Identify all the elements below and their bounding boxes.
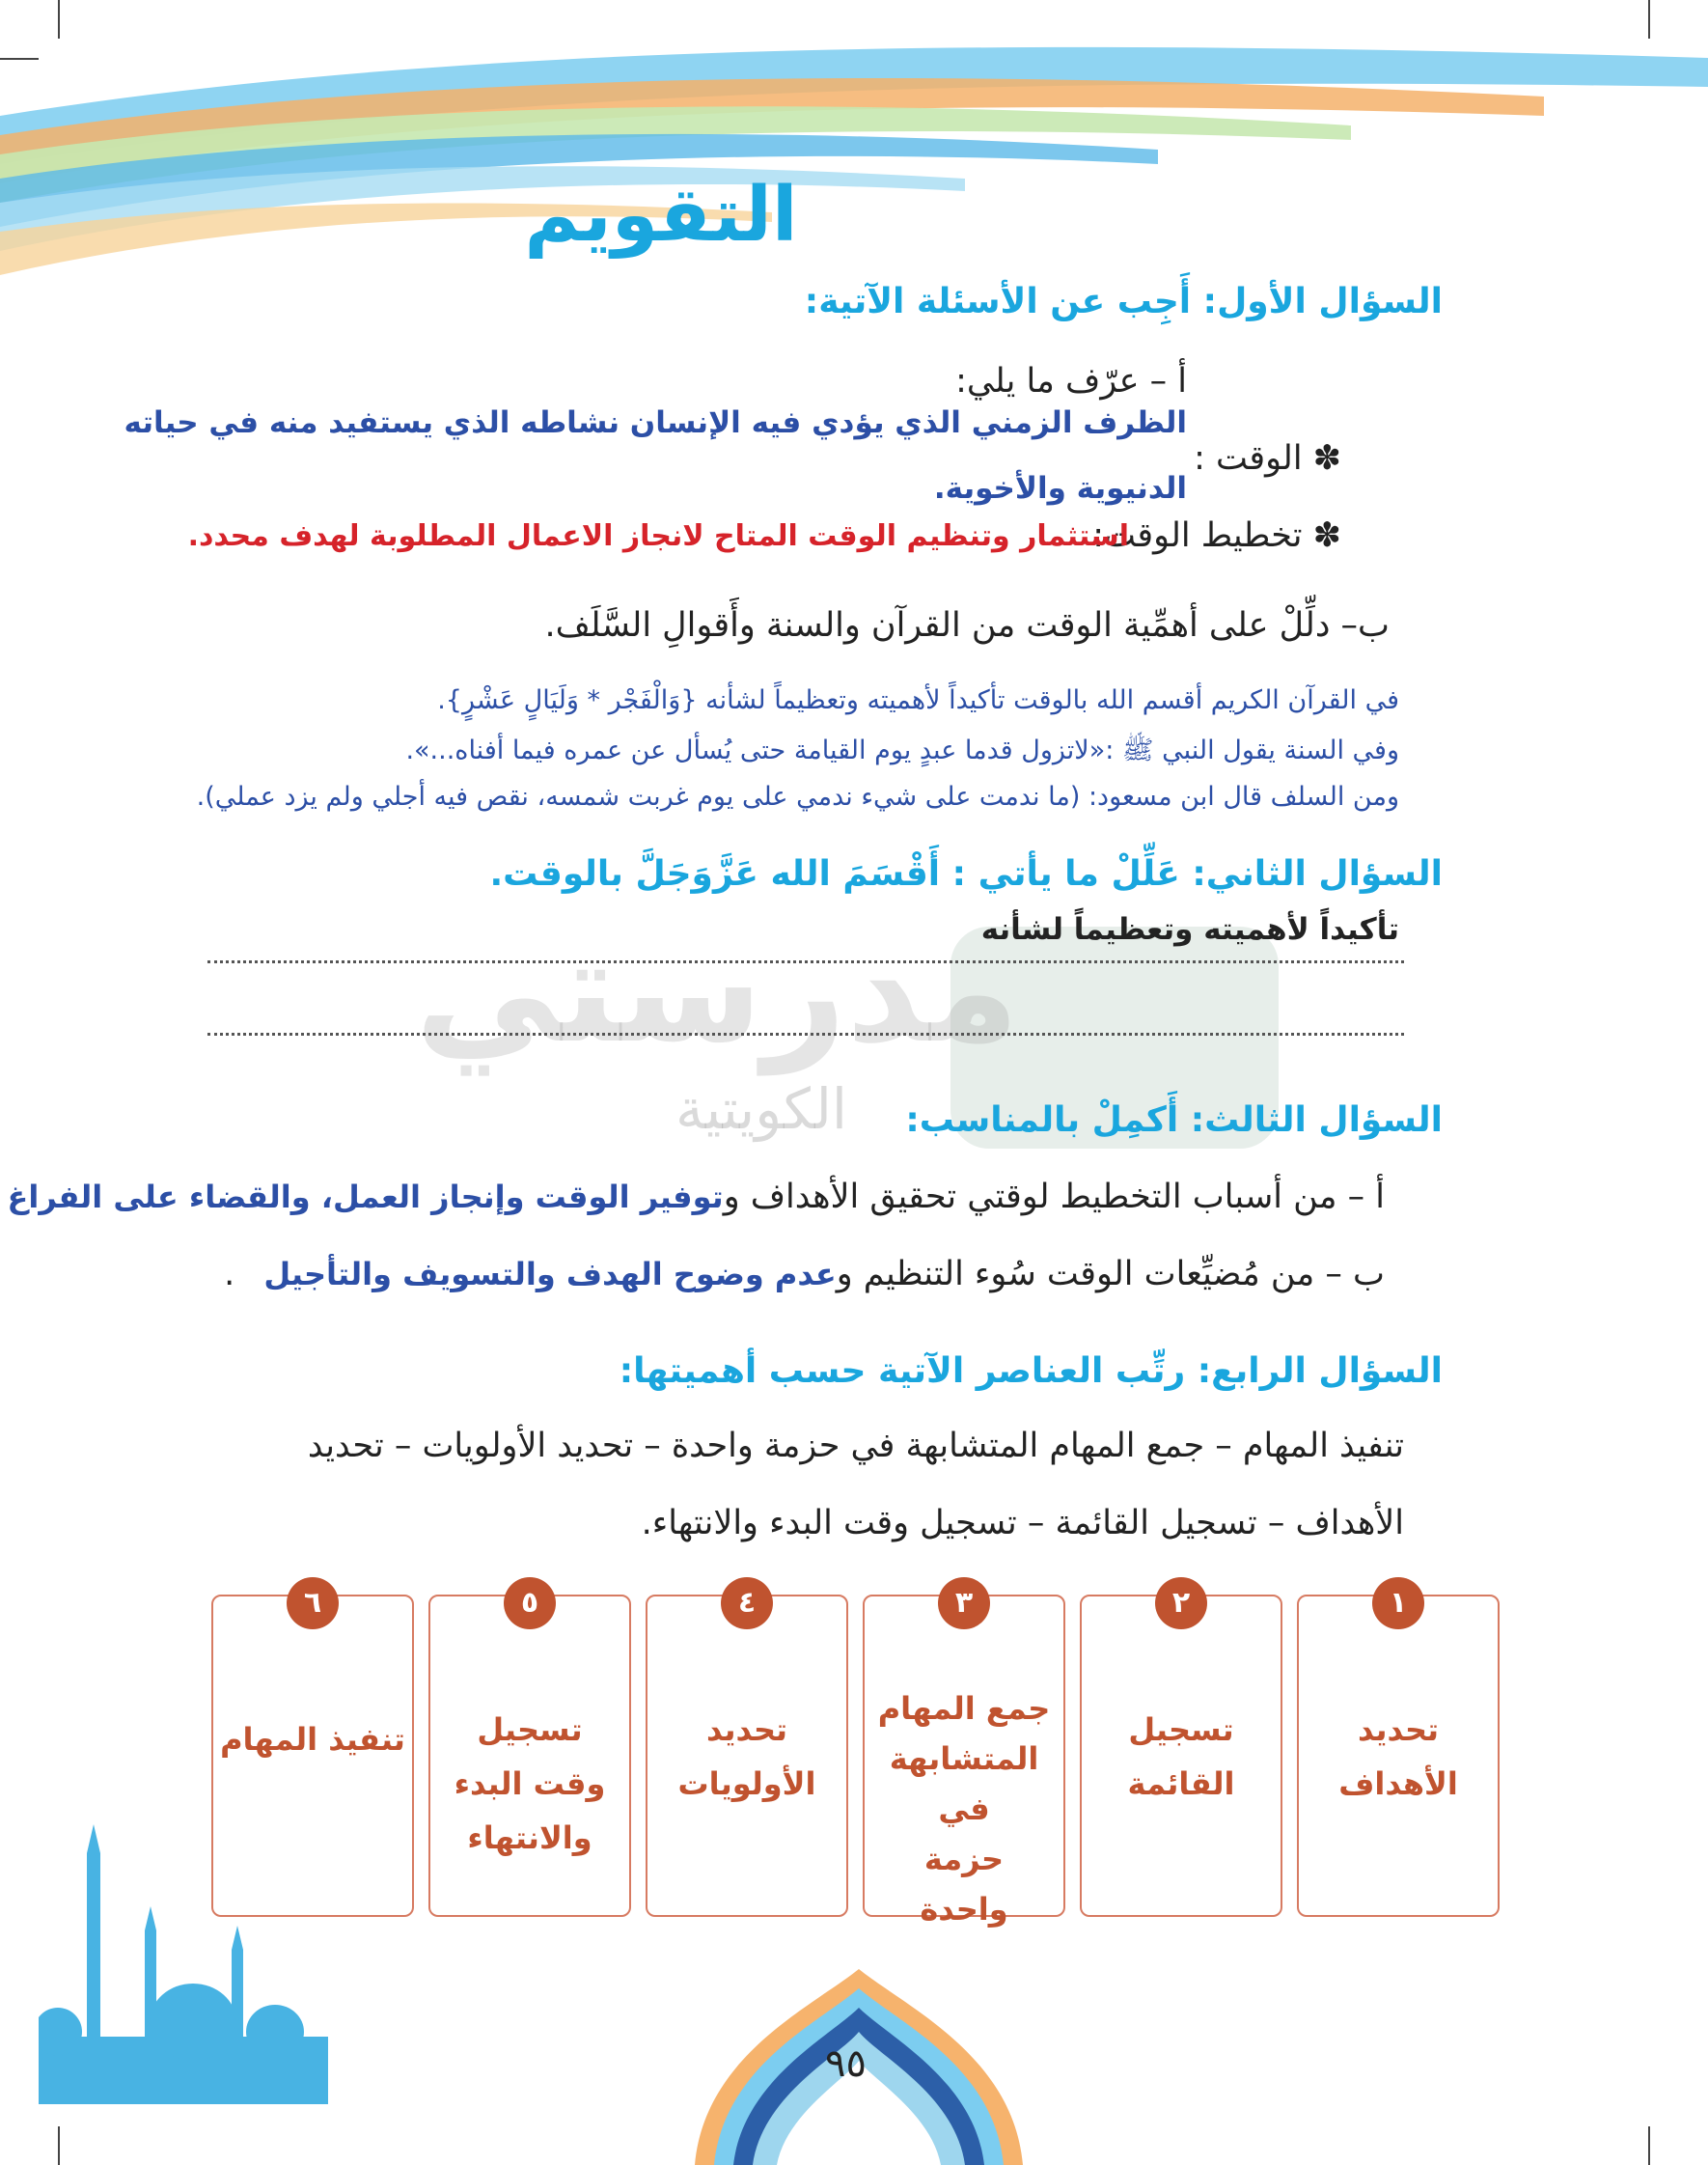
q1-part-b: ب– دلِّلْ على أهمِّية الوقت من القرآن والسنة وأَقوالِ السَّلَف. xyxy=(544,606,1390,645)
watermark-subtext: الكويتية xyxy=(675,1076,848,1142)
q3-b-prefix: ب – من مُضيِّعات الوقت سُوء التنظيم و xyxy=(836,1255,1385,1293)
rank-number: ٥ xyxy=(504,1577,556,1629)
q4-list-line2: الأهداف – تسجيل القائمة – تسجيل وقت البدء والانتهاء. xyxy=(641,1504,1404,1542)
rank-card-1 xyxy=(1297,1586,1500,1917)
rank-card-5 xyxy=(428,1586,631,1917)
time-label: ✽ الوقت : xyxy=(1194,439,1341,478)
rank-label: تسجيل القائمة xyxy=(1127,1711,1235,1802)
crop-mark xyxy=(58,2126,60,2165)
rank-card-2 xyxy=(1080,1586,1282,1917)
header-swoosh xyxy=(0,0,1708,319)
planning-label: ✽ تخطيط الوقت: xyxy=(1092,516,1341,555)
rank-label: تحديد الأهداف xyxy=(1338,1711,1458,1802)
rank-card-3 xyxy=(863,1586,1065,1928)
crop-mark xyxy=(1648,2126,1650,2165)
evidence-salaf: ومن السلف قال ابن مسعود: (ما ندمت على شيء ندمي على يوم غربت شمسه، نقص فيه أجلي ولم يزد عملي). xyxy=(196,782,1399,812)
q3-b-suffix: . xyxy=(224,1255,235,1293)
q1-heading: السؤال الأول: أَجِب عن الأسئلة الآتية: xyxy=(804,282,1443,321)
answer-line xyxy=(207,1033,1404,1036)
rank-card-4 xyxy=(646,1586,848,1917)
mosque-icon xyxy=(39,1815,328,2104)
page-number: ٩٥ xyxy=(825,2041,867,2086)
evidence-quran: في القرآن الكريم أقسم الله بالوقت تأكيداً لأهميته وتعظيماً لشأنه {وَالْفَجْر * وَلَيَالٍ عَشْرٍ}. xyxy=(437,685,1399,715)
q3-a-answer: توفير الوقت وإنجاز العمل، والقضاء على الفراغ xyxy=(7,1179,724,1215)
time-answer-line2: الدنيوية والأخوية. xyxy=(933,471,1187,506)
rank-number: ١ xyxy=(1372,1577,1424,1629)
planning-answer: استثمار وتنظيم الوقت المتاح لانجاز الاعمال المطلوبة لهدف محدد. xyxy=(187,519,1129,553)
q3-b-answer: عدم وضوح الهدف والتسويف والتأجيل xyxy=(263,1256,837,1292)
q3-heading: السؤال الثالث: أَكمِلْ بالمناسب: xyxy=(905,1100,1443,1140)
q1-part-a: أ – عرّف ما يلي: xyxy=(955,362,1187,401)
evidence-sunnah: وفي السنة يقول النبي ﷺ :«لاتزول قدما عبدٍ يوم القيامة حتى يُسأل عن عمره فيما أفناه...». xyxy=(405,736,1399,765)
q2-heading: السؤال الثاني: عَلِّلْ ما يأتي : أَقْسَمَ الله عَزَّوَجَلَّ بالوقت. xyxy=(489,854,1443,894)
rank-number: ٦ xyxy=(287,1577,339,1629)
time-answer-line1: الظرف الزمني الذي يؤدي فيه الإنسان نشاطه الذي يستفيد منه في حياته xyxy=(124,405,1187,440)
q4-list-line1: تنفيذ المهام – جمع المهام المتشابهة في حزمة واحدة – تحديد الأولويات – تحديد xyxy=(307,1427,1404,1465)
q2-answer: تأكيداً لأهميته وتعظيماً لشأنه xyxy=(980,912,1399,947)
rank-label: تسجيل وقت البدء والانتهاء xyxy=(454,1711,606,1856)
q3-a-prefix: أ – من أسباب التخطيط لوقتي تحقيق الأهداف و xyxy=(723,1178,1385,1216)
q4-heading: السؤال الرابع: رتِّب العناصر الآتية حسب أهميتها: xyxy=(619,1351,1443,1391)
watermark-text: مدرستي xyxy=(415,907,1020,1075)
rank-label: تنفيذ المهام xyxy=(220,1721,405,1758)
q3-part-b xyxy=(224,1255,1385,1293)
rank-label: تحديد الأولويات xyxy=(677,1711,816,1802)
rank-label: جمع المهام المتشابهة في حزمة واحدة xyxy=(877,1690,1051,1928)
page-title: التقويم xyxy=(524,172,798,259)
rank-number: ٤ xyxy=(721,1577,773,1629)
q3-part-a xyxy=(8,1178,1385,1216)
rank-number: ٢ xyxy=(1155,1577,1207,1629)
rank-number: ٣ xyxy=(938,1577,990,1629)
answer-line xyxy=(207,960,1404,963)
